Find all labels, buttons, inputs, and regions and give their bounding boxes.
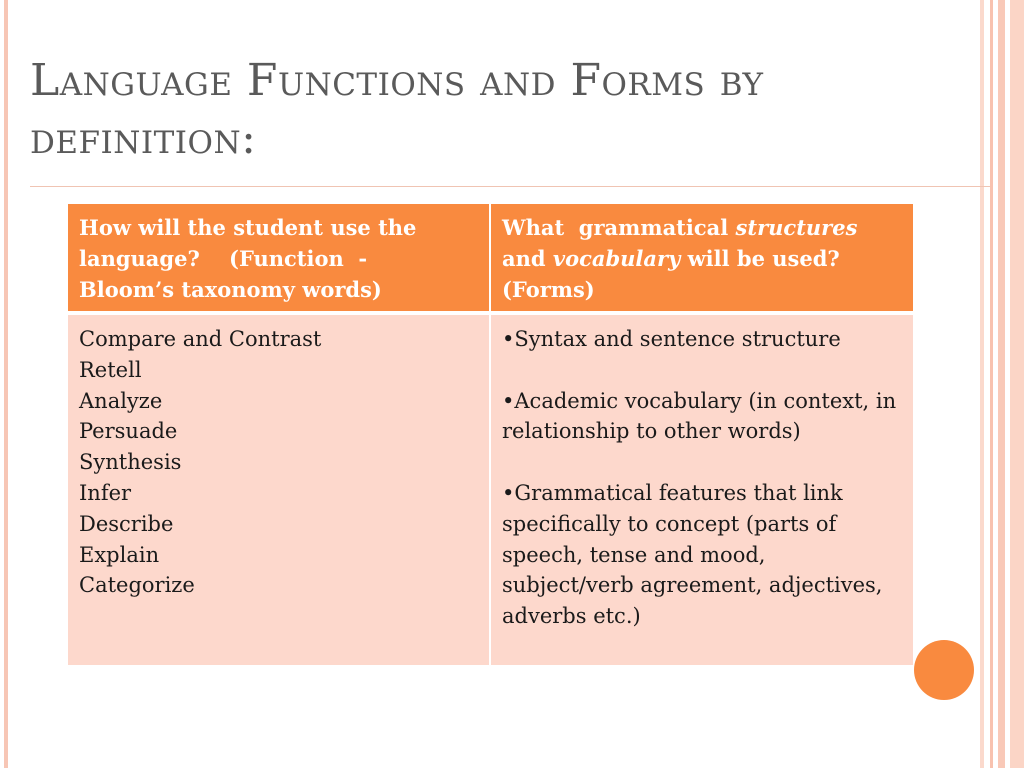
function-item: Infer [79,480,132,505]
function-item: Compare and Contrast [79,327,322,351]
function-item: Categorize [79,573,195,598]
header-forms-text: will be used? [680,246,840,271]
function-item: Analyze [79,388,163,413]
function-item: Synthesis [79,450,182,475]
decorative-circle [914,640,974,700]
header-forms-text: and [502,246,553,271]
header-function-line: Bloom’s taxonomy words) [79,277,382,302]
forms-item: •Syntax and sentence structure [502,327,841,351]
title-divider [30,186,990,187]
functions-forms-table [68,204,913,665]
header-function-line: language? (Function - [79,246,368,271]
function-item: Describe [79,511,174,536]
header-forms-text: What grammatical [502,215,736,240]
header-function-line: How will the student use the [79,215,417,240]
table-row [68,313,913,665]
functions-cell [68,313,490,665]
header-forms-emphasis: structures [735,215,858,240]
forms-item: •Academic vocabulary (in context, in relationship to other words) [502,388,897,444]
header-forms-emphasis: vocabulary [552,246,681,271]
header-forms [490,204,913,313]
forms-cell [490,313,913,665]
table-header-row [68,204,913,313]
slide-frame-left [4,0,8,768]
function-item: Persuade [79,419,178,444]
forms-item: •Grammatical features that link specifically to concept (parts of speech, tense and mood, subject/verb agreement, adjectives, adverbs etc.) [502,480,883,629]
function-item: Explain [79,542,160,567]
slide-frame-right [980,0,1024,768]
slide-title: Language Functions and Forms by definition: [30,55,764,164]
header-function [68,204,490,313]
header-forms-text: (Forms) [502,277,595,302]
function-item: Retell [79,357,142,382]
